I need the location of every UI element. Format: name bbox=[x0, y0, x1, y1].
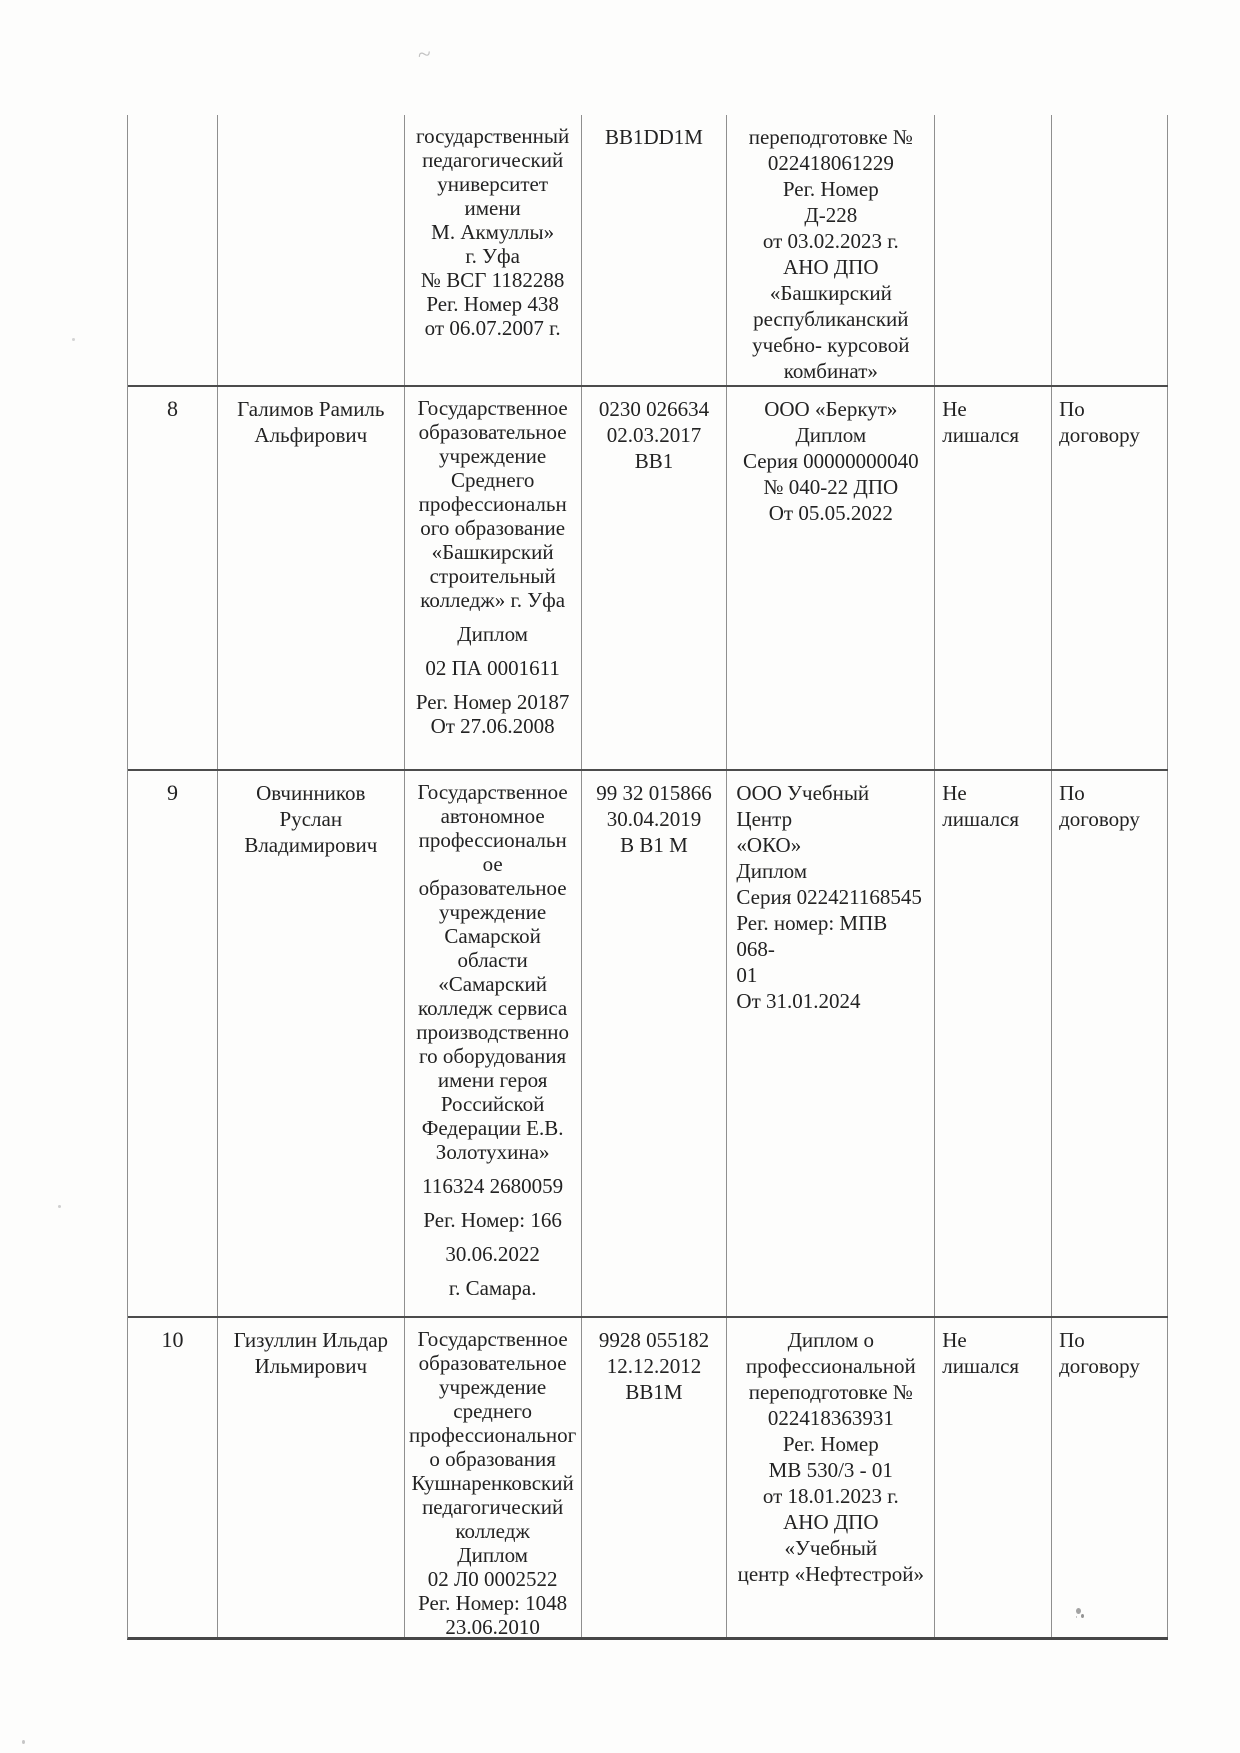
text-line: 022418061229 bbox=[767, 151, 894, 175]
text-block bbox=[408, 1276, 578, 1300]
text-line: 0230 026634 bbox=[598, 397, 710, 421]
driver-license-cell bbox=[582, 387, 728, 769]
text-line: имени героя bbox=[437, 1068, 548, 1092]
text-line: 12.12.2012 bbox=[606, 1354, 702, 1378]
driver-license-cell bbox=[582, 1318, 728, 1637]
text-line: республиканский bbox=[753, 307, 909, 331]
diploma-cell bbox=[727, 1318, 935, 1637]
text-line: учреждение bbox=[439, 900, 547, 924]
text-line: образовательное bbox=[418, 1351, 567, 1375]
employment-basis-cell: По договору bbox=[1052, 387, 1168, 769]
text-line: 23.06.2010 bbox=[445, 1615, 540, 1637]
text-line: ВВ1М bbox=[625, 1380, 683, 1404]
text-block bbox=[408, 396, 578, 612]
text-line: Самарской bbox=[444, 924, 541, 948]
text-line: педагогический bbox=[422, 1495, 564, 1519]
text-block bbox=[736, 780, 925, 1014]
text-line: комбинат» bbox=[783, 359, 878, 383]
deprivation-status-cell: Не лишался bbox=[935, 771, 1052, 1316]
driver-license-cell bbox=[582, 115, 728, 385]
text-line: Овчинников Руслан bbox=[256, 781, 366, 831]
scan-artifact-dot bbox=[58, 1205, 61, 1208]
text-line: АНО ДПО «Учебный bbox=[783, 1510, 879, 1560]
text-line: «Башкирский bbox=[769, 281, 892, 305]
text-line: М. Акмуллы» bbox=[431, 220, 555, 244]
driver-name-cell bbox=[218, 1318, 405, 1637]
text-line: Рег. Номер bbox=[782, 1432, 879, 1456]
text-line: производственно bbox=[416, 1020, 569, 1044]
text-line: профессиональног bbox=[409, 1423, 577, 1447]
deprivation-status-cell: Не лишался bbox=[935, 1318, 1052, 1637]
text-line: Рег. Номер 438 bbox=[426, 292, 559, 316]
text-line: Владимирович bbox=[244, 833, 378, 857]
scan-artifact-tilde: ~ bbox=[416, 41, 433, 69]
diploma-cell bbox=[727, 771, 935, 1316]
text-line: Галимов Рамиль bbox=[237, 397, 385, 421]
drivers-credentials-table bbox=[127, 115, 1168, 1640]
text-line: № 040-22 ДПО bbox=[763, 475, 899, 499]
text-block bbox=[408, 1174, 578, 1198]
text-line: о образования bbox=[429, 1447, 556, 1471]
driver-name-cell bbox=[218, 771, 405, 1316]
text-block bbox=[736, 396, 925, 526]
table-row bbox=[128, 115, 1168, 385]
text-line: Диплом bbox=[736, 859, 808, 883]
text-line: АНО ДПО bbox=[783, 255, 879, 279]
text-line: автономное bbox=[440, 804, 545, 828]
text-line: государственный bbox=[415, 124, 570, 148]
text-line: среднего bbox=[453, 1399, 532, 1423]
scan-artifact-dot bbox=[22, 1740, 25, 1744]
text-line: Диплом bbox=[795, 423, 867, 447]
text-line: г. Самара. bbox=[448, 1276, 537, 1300]
text-line: колледж» г. Уфа bbox=[420, 588, 566, 612]
text-line: От 31.01.2024 bbox=[736, 989, 861, 1013]
text-line: колледж сервиса bbox=[418, 996, 568, 1020]
education-cell bbox=[405, 1318, 582, 1637]
text-block bbox=[408, 656, 578, 680]
text-line: Кушнаренковский bbox=[411, 1471, 574, 1495]
driver-license-cell bbox=[582, 771, 728, 1316]
text-line: образовательное bbox=[418, 876, 567, 900]
text-line: области bbox=[457, 948, 528, 972]
text-block bbox=[408, 780, 578, 1164]
text-line: профессиональн bbox=[418, 492, 567, 516]
deprivation-status-cell: Не лишался bbox=[935, 387, 1052, 769]
diploma-cell bbox=[727, 115, 935, 385]
text-line: 99 32 015866 bbox=[596, 781, 712, 805]
text-line: 30.06.2022 bbox=[445, 1242, 540, 1266]
text-line: Рег. номер: МПВ 068- bbox=[736, 911, 888, 961]
table-row bbox=[128, 1316, 1168, 1637]
deprivation-status-cell bbox=[935, 115, 1052, 385]
text-block bbox=[736, 124, 925, 384]
text-line: Д-228 bbox=[804, 203, 858, 227]
text-line: От 27.06.2008 bbox=[430, 714, 555, 738]
text-line: Федерации Е.В. bbox=[421, 1116, 564, 1140]
text-line: ВВ1 bbox=[634, 449, 674, 473]
text-line: Государственное bbox=[417, 1327, 568, 1351]
text-line: переподготовке № bbox=[748, 1380, 913, 1404]
text-line: Рег. Номер: 1048 bbox=[418, 1591, 568, 1615]
scan-artifact-dot bbox=[72, 338, 75, 341]
text-line: строительный bbox=[429, 564, 556, 588]
text-line: Рег. Номер 20187 bbox=[415, 690, 570, 714]
text-line: учреждение bbox=[439, 444, 547, 468]
text-line: профессиональн bbox=[418, 828, 567, 852]
text-line: «Башкирский bbox=[431, 540, 554, 564]
row-number-cell: 9 bbox=[128, 771, 218, 1316]
text-block bbox=[408, 124, 578, 340]
text-line: 01 bbox=[736, 963, 758, 987]
text-line: учреждение bbox=[439, 1375, 547, 1399]
text-line: центр «Нефтестрой» bbox=[737, 1562, 924, 1586]
text-line: педагогический bbox=[422, 148, 564, 172]
text-line: Рег. Номер bbox=[782, 177, 879, 201]
text-line: го оборудования bbox=[419, 1044, 567, 1068]
text-block bbox=[408, 1327, 578, 1637]
text-line: от 03.02.2023 г. bbox=[762, 229, 899, 253]
text-line: ого образование bbox=[420, 516, 566, 540]
text-line: № ВСГ 1182288 bbox=[420, 268, 565, 292]
text-line: Ильмирович bbox=[254, 1354, 368, 1378]
text-line: В В1 М bbox=[620, 833, 688, 857]
text-line: 02 ПА 0001611 bbox=[425, 656, 560, 680]
driver-name-cell bbox=[218, 387, 405, 769]
text-line: 116324 2680059 bbox=[422, 1174, 564, 1198]
text-line: профессиональной bbox=[745, 1354, 916, 1378]
text-line: «Самарский bbox=[438, 972, 548, 996]
text-line: BB1DD1M bbox=[604, 125, 703, 149]
text-block bbox=[408, 1242, 578, 1266]
employment-basis-cell bbox=[1052, 115, 1168, 385]
text-line: от 06.07.2007 г. bbox=[424, 316, 561, 340]
text-line: Диплом о bbox=[787, 1328, 875, 1352]
driver-name-cell bbox=[218, 115, 405, 385]
text-line: г. Уфа bbox=[465, 244, 520, 268]
text-block bbox=[736, 1327, 925, 1587]
text-line: университет имени bbox=[437, 172, 549, 220]
text-line: 9928 055182 bbox=[598, 1328, 710, 1352]
table-row bbox=[128, 769, 1168, 1316]
education-cell bbox=[405, 771, 582, 1316]
diploma-cell bbox=[727, 387, 935, 769]
text-line: Диплом bbox=[457, 622, 528, 646]
text-block bbox=[408, 690, 578, 738]
text-line: 02.03.2017 bbox=[606, 423, 702, 447]
education-cell bbox=[405, 115, 582, 385]
text-line: Серия 022421168545 bbox=[736, 885, 922, 909]
text-line: ое bbox=[482, 852, 503, 876]
text-line: Рег. Номер: 166 bbox=[423, 1208, 562, 1232]
text-line: Диплом bbox=[457, 1543, 528, 1567]
text-line: ООО «Беркут» bbox=[764, 397, 898, 421]
text-line: Государственное bbox=[417, 396, 568, 420]
text-line: От 05.05.2022 bbox=[768, 501, 893, 525]
text-line: МВ 530/3 - 01 bbox=[768, 1458, 893, 1482]
row-number-cell: 10 bbox=[128, 1318, 218, 1637]
text-line: от 18.01.2023 г. bbox=[762, 1484, 899, 1508]
text-line: «ОКО» bbox=[736, 833, 802, 857]
text-line: 02 Л0 0002522 bbox=[427, 1567, 558, 1591]
table-row bbox=[128, 385, 1168, 769]
text-line: Гизуллин Ильдар bbox=[233, 1328, 389, 1352]
text-line: колледж bbox=[455, 1519, 530, 1543]
text-line: 022418363931 bbox=[767, 1406, 894, 1430]
row-number-cell: 8 bbox=[128, 387, 218, 769]
education-cell bbox=[405, 387, 582, 769]
text-line: Альфирович bbox=[254, 423, 368, 447]
text-line: Среднего bbox=[450, 468, 535, 492]
text-block bbox=[408, 622, 578, 646]
text-line: Государственное bbox=[417, 780, 568, 804]
text-line: Серия 00000000040 bbox=[742, 449, 919, 473]
text-line: Золотухина» bbox=[435, 1140, 550, 1164]
text-line: переподготовке № bbox=[748, 125, 913, 149]
text-line: учебно- курсовой bbox=[752, 333, 910, 357]
employment-basis-cell: По договору bbox=[1052, 771, 1168, 1316]
employment-basis-cell: По договору bbox=[1052, 1318, 1168, 1637]
text-line: ООО Учебный Центр bbox=[736, 781, 870, 831]
text-line: образовательное bbox=[418, 420, 567, 444]
row-number-cell bbox=[128, 115, 218, 385]
text-block bbox=[408, 1208, 578, 1232]
text-line: 30.04.2019 bbox=[606, 807, 702, 831]
text-line: Российской bbox=[440, 1092, 545, 1116]
